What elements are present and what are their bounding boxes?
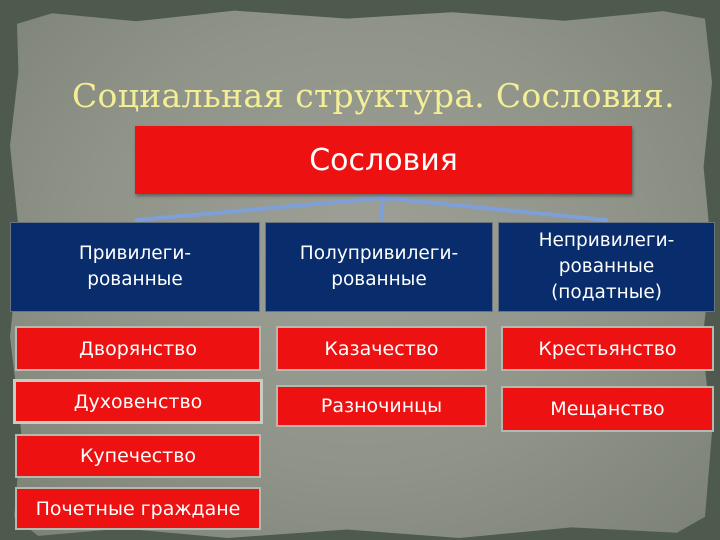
category-unprivileged-label: Непривилеги- рованные (податные) (538, 230, 675, 303)
category-privileged (10, 222, 260, 312)
category-privileged-label: Привилеги- рованные (78, 243, 192, 290)
connector-left (137, 198, 383, 220)
category-semi-privileged-label: Полупривилеги- рованные (299, 243, 459, 290)
estate-box: Казачество (276, 326, 487, 371)
estate-box: Разночинцы (276, 385, 487, 427)
slide-title: Социальная структура. Сословия. (72, 76, 675, 115)
root-box-estates: Сословия (135, 126, 632, 194)
estate-box: Купечество (15, 434, 261, 478)
estate-box: Почетные граждане (15, 487, 261, 530)
estate-box: Мещанство (501, 386, 714, 432)
connector-center (381, 198, 383, 220)
connector-right (383, 198, 606, 220)
estate-box: Крестьянство (501, 326, 714, 371)
category-unprivileged (498, 222, 715, 312)
estate-box: Дворянство (15, 326, 261, 371)
category-semi-privileged (265, 222, 493, 312)
estate-box: Духовенство (13, 379, 263, 424)
